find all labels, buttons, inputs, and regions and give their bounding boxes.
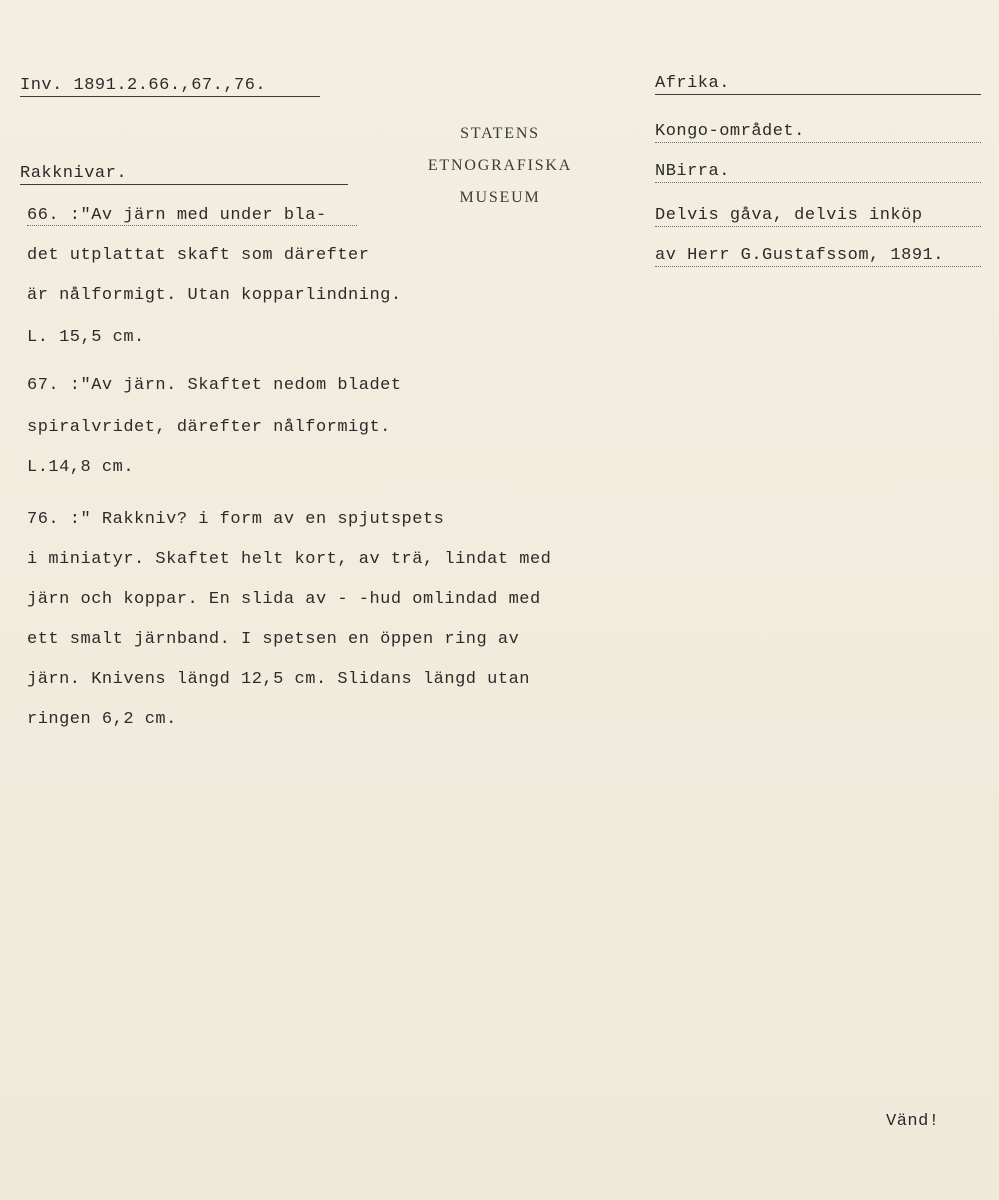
entry-line: 66. :"Av järn med under bla-	[27, 206, 357, 226]
museum-line-1: STATENS	[460, 125, 540, 142]
museum-stamp	[400, 118, 600, 214]
entry-line: är nålformigt. Utan kopparlindning.	[27, 286, 402, 305]
entry-line: 67. :"Av järn. Skaftet nedom bladet	[27, 376, 402, 395]
region: Kongo-området.	[655, 122, 981, 143]
entry-line: järn och koppar. En slida av - -hud omlindad med	[27, 590, 541, 609]
people: NBirra.	[655, 162, 981, 183]
continent: Afrika.	[655, 74, 981, 95]
museum-line-2: ETNOGRAFISKA	[427, 157, 573, 174]
entry-line: järn. Knivens längd 12,5 cm. Slidans längd utan	[27, 670, 530, 689]
object-category: Rakknivar.	[20, 164, 348, 185]
entry-line: L.14,8 cm.	[27, 458, 135, 477]
turn-over-note: Vänd!	[886, 1112, 940, 1131]
museum-line-3: MUSEUM	[459, 189, 541, 206]
inventory-number: Inv. 1891.2.66.,67.,76.	[20, 76, 320, 97]
entry-line: L. 15,5 cm.	[27, 328, 145, 347]
entry-line: ett smalt järnband. I spetsen en öppen ring av	[27, 630, 520, 649]
acquisition-line-1: Delvis gåva, delvis inköp	[655, 206, 981, 227]
entry-line: spiralvridet, därefter nålformigt.	[27, 418, 391, 437]
entry-line: det utplattat skaft som därefter	[27, 246, 370, 265]
acquisition-line-2: av Herr G.Gustafssom, 1891.	[655, 246, 981, 267]
entry-line: ringen 6,2 cm.	[27, 710, 177, 729]
entry-line: 76. :" Rakkniv? i form av en spjutspets	[27, 510, 445, 529]
entry-line: i miniatyr. Skaftet helt kort, av trä, lindat med	[27, 550, 552, 569]
